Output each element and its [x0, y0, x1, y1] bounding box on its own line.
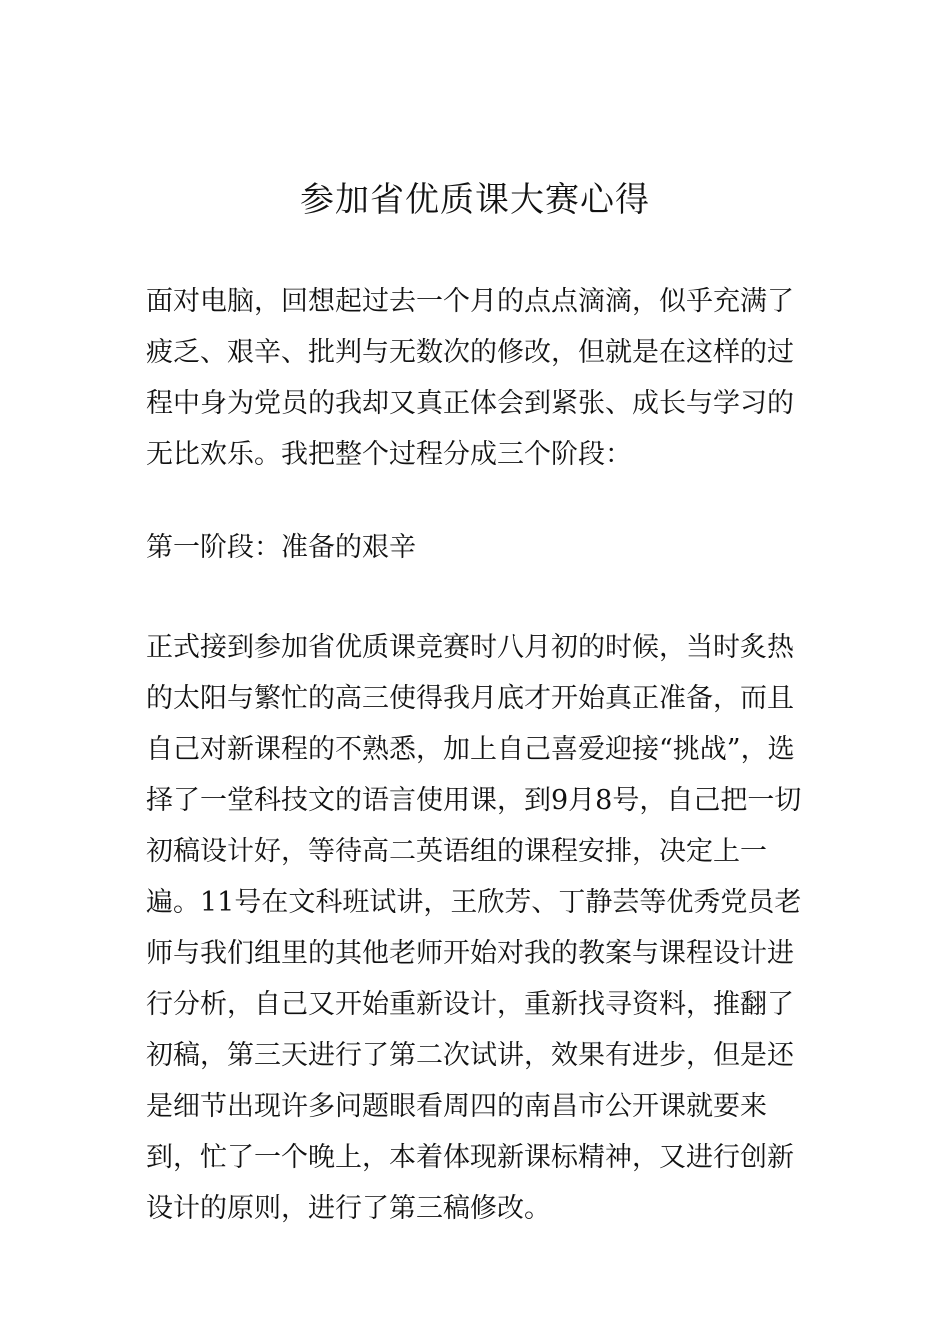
stage-1-paragraph: 正式接到参加省优质课竞赛时八月初的时候，当时炙热的太阳与繁忙的高三使得我月底才开始真正准备，而且自己对新课程的不熟悉，加上自己喜爱迎接“挑战”，选择了一堂科技文的语言使用课，到9月8号，自己把一切初稿设计好，等待高二英语组的课程安排，决定上一遍。11号在文科班试讲，王欣芳、丁静芸等优秀党员老师与我们组里的其他老师开始对我的教案与课程设计进行分析，自己又开始重新设计，重新找寻资料，推翻了初稿，第三天进行了第二次试讲，效果有进步，但是还是细节出现许多问题眼看周四的南昌市公开课就要来到，忙了一个晚上，本着体现新课标精神，又进行创新设计的原则，进行了第三稿修改。: [146, 632, 802, 1224]
document-title: 参加省优质课大赛心得: [300, 180, 650, 220]
section-heading-stage-1: 第一阶段：准备的艰辛: [146, 532, 416, 563]
intro-paragraph: 面对电脑，回想起过去一个月的点点滴滴，似乎充满了疲乏、艰辛、批判与无数次的修改，但就是在这样的过程中身为党员的我却又真正体会到紧张、成长与学习的无比欢乐。我把整个过程分成三个阶段：: [146, 286, 794, 470]
